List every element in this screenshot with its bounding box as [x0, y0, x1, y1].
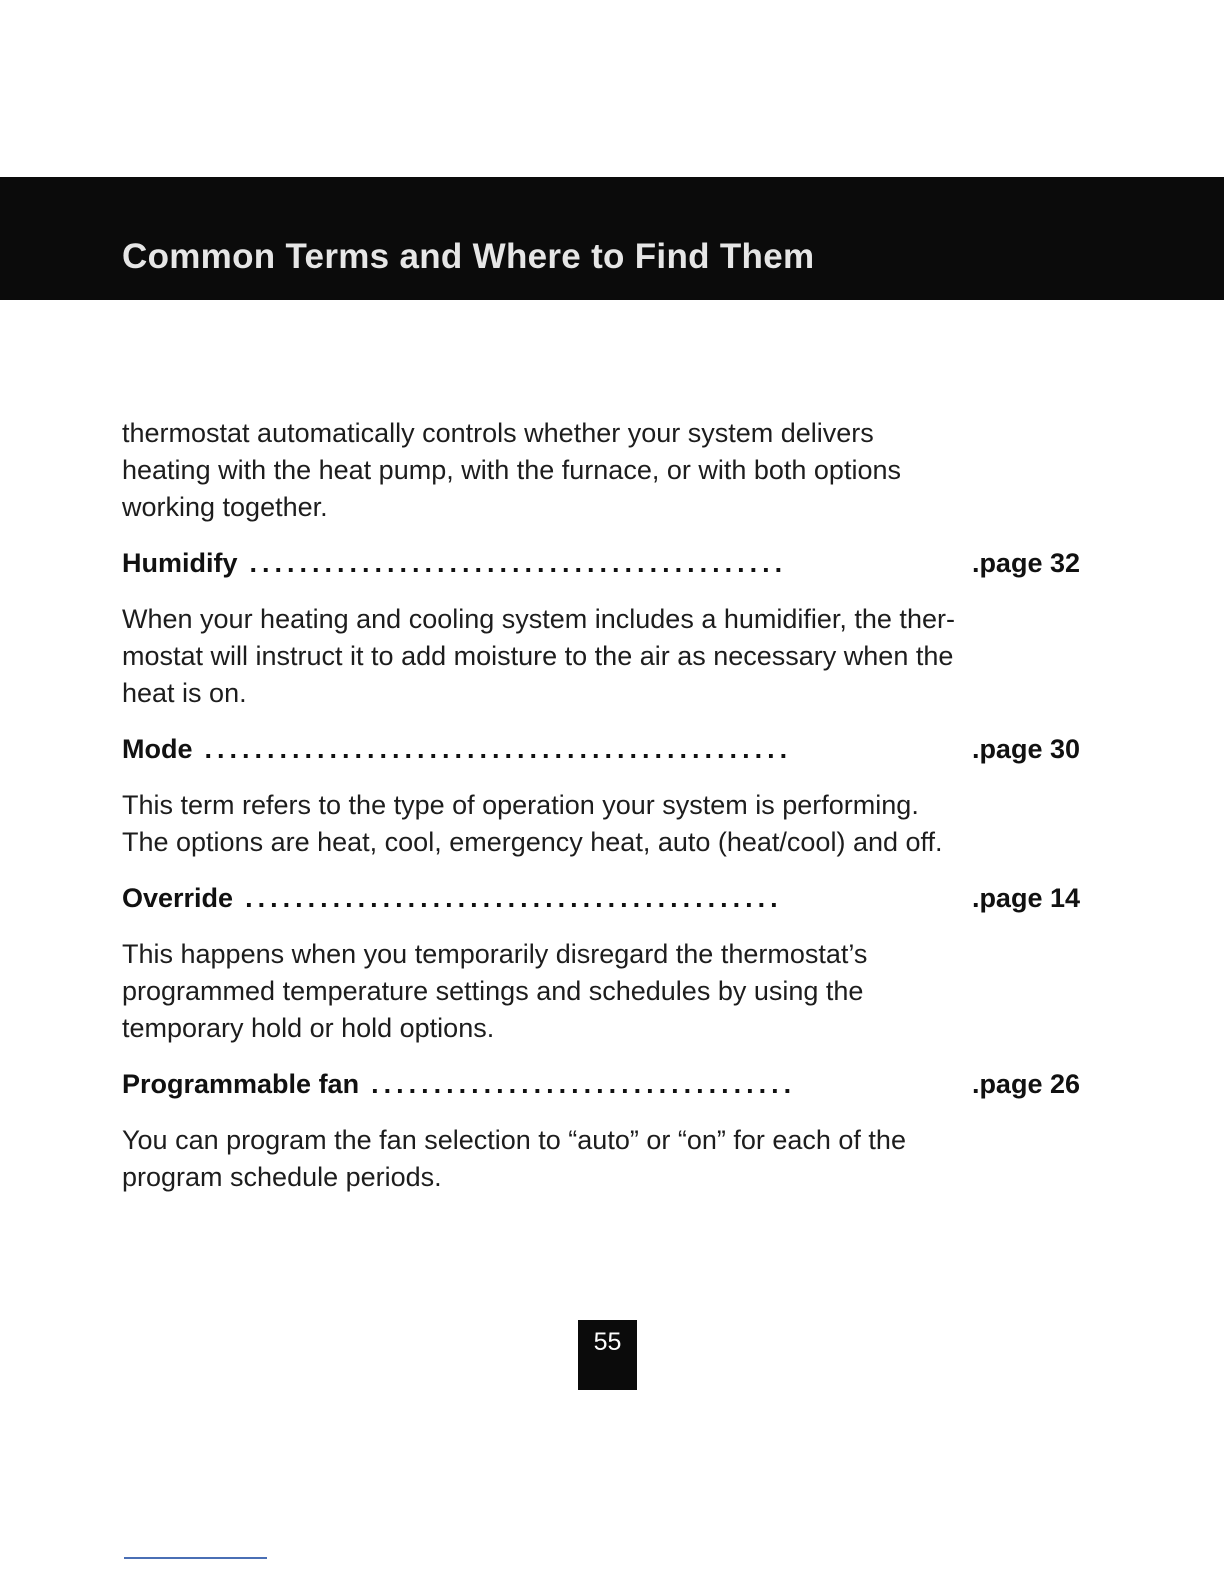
- term-page-reference: .page 32: [971, 548, 1080, 578]
- description-line: You can program the fan selection to “auto” or “on” for each of the: [122, 1125, 906, 1155]
- term-page-reference: .page 26: [971, 1069, 1080, 1099]
- description-line: mostat will instruct it to add moisture to the air as necessary when the: [122, 641, 954, 671]
- intro-line: heating with the heat pump, with the furnace, or with both options: [122, 455, 901, 485]
- dot-leader: ...........................................: [245, 883, 783, 913]
- term-name: Programmable fan: [122, 1069, 360, 1099]
- glossary-content: [122, 415, 1102, 1196]
- term-entry-override: [122, 880, 1080, 917]
- description-line: temporary hold or hold options.: [122, 1013, 495, 1043]
- term-name: Humidify: [122, 548, 238, 578]
- footer-rule: [124, 1557, 267, 1559]
- term-page-reference: .page 30: [971, 734, 1080, 764]
- description-line: When your heating and cooling system includes a humidifier, the ther-: [122, 604, 955, 634]
- intro-line: working together.: [122, 492, 328, 522]
- term-entry-mode: [122, 731, 1080, 768]
- description-line: The options are heat, cool, emergency heat, auto (heat/cool) and off.: [122, 827, 943, 857]
- term-entry-programmable-fan: [122, 1066, 1080, 1103]
- intro-paragraph: [122, 415, 1102, 526]
- description-line: This term refers to the type of operation your system is performing.: [122, 790, 919, 820]
- description-line: program schedule periods.: [122, 1162, 442, 1192]
- term-page-reference: .page 14: [971, 883, 1080, 913]
- page-title: Common Terms and Where to Find Them: [122, 237, 815, 276]
- intro-line: thermostat automatically controls whether your system delivers: [122, 418, 874, 448]
- term-entry-humidify: [122, 545, 1080, 582]
- term-description: [122, 601, 1102, 712]
- dot-leader: ...........................................: [249, 548, 788, 578]
- term-description: [122, 787, 1102, 861]
- description-line: heat is on.: [122, 678, 247, 708]
- term-description: [122, 1122, 1102, 1196]
- description-line: programmed temperature settings and schedules by using the: [122, 976, 864, 1006]
- page-number: 55: [578, 1320, 637, 1390]
- description-line: This happens when you temporarily disregard the thermostat’s: [122, 939, 868, 969]
- dot-leader: ...............................................: [204, 734, 793, 764]
- term-description: [122, 936, 1102, 1047]
- dot-leader: ..................................: [371, 1069, 797, 1099]
- term-name: Override: [122, 883, 234, 913]
- term-name: Mode: [122, 734, 193, 764]
